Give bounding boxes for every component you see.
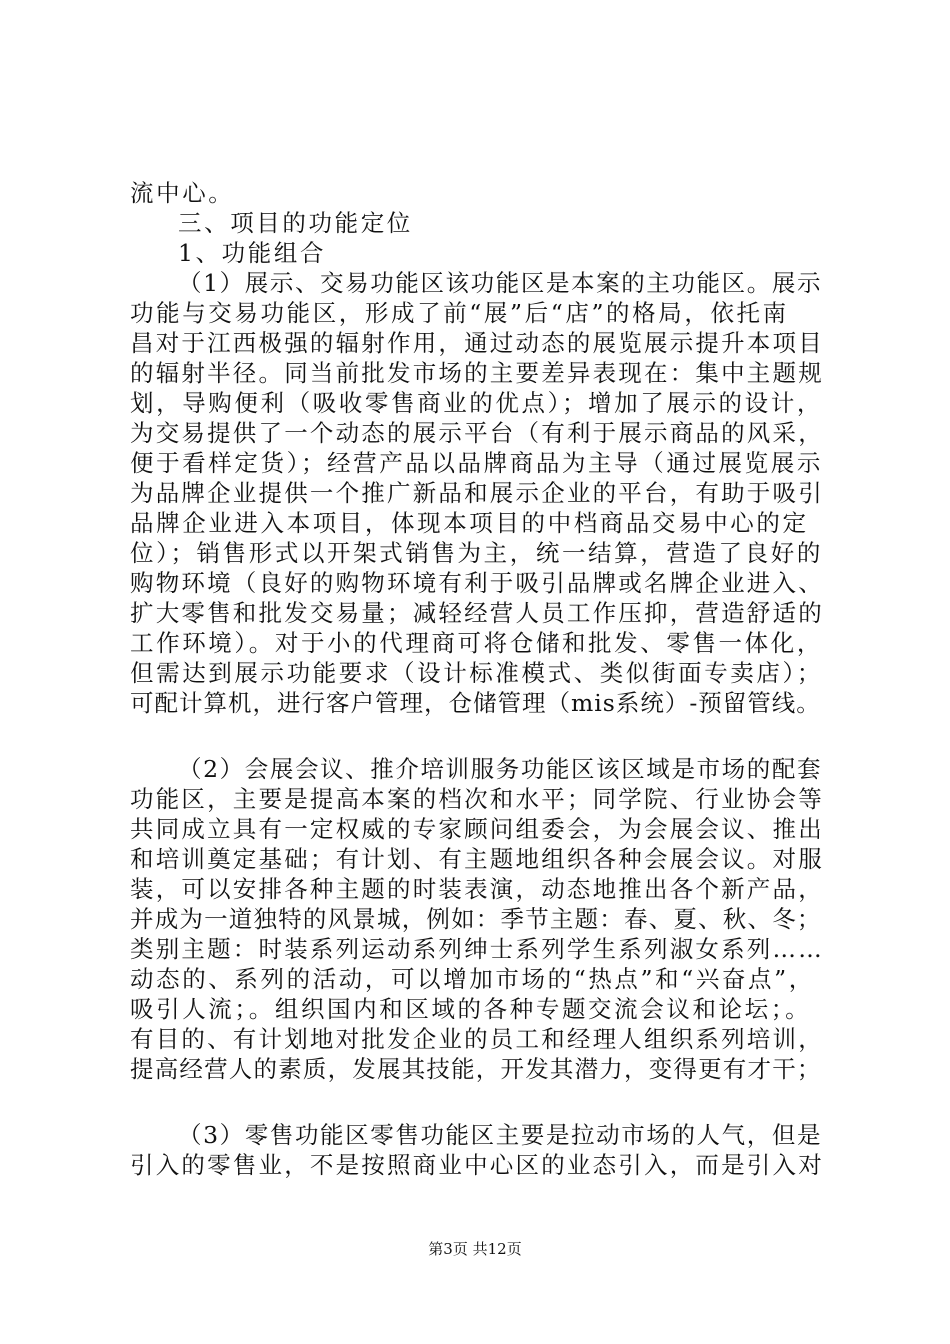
text-line: 装，可以安排各种主题的时装表演，动态地推出各个新产品， bbox=[130, 875, 824, 903]
text-line: 1、功能组合 bbox=[178, 239, 327, 267]
text-line: （1）展示、交易功能区该功能区是本案的主功能区。展示 bbox=[178, 269, 823, 297]
text-line: 吸引人流；。组织国内和区域的各种专题交流会议和论坛；。 bbox=[130, 995, 812, 1023]
text-line: 和培训奠定基础；有计划、有主题地组织各种会展会议。对服 bbox=[130, 845, 824, 873]
text-line: 扩大零售和批发交易量；减轻经营人员工作压抑，营造舒适的 bbox=[130, 599, 824, 627]
text-line: 功能区，主要是提高本案的档次和水平；同学院、行业协会等 bbox=[130, 785, 824, 813]
text-line: （2）会展会议、推介培训服务功能区该区域是市场的配套 bbox=[178, 755, 823, 783]
text-line: 功能与交易功能区，形成了前“展”后“店”的格局，依托南 bbox=[130, 299, 789, 327]
text-line: 并成为一道独特的风景城，例如：季节主题：春、夏、秋、冬； bbox=[130, 905, 822, 933]
text-line: 为品牌企业提供一个推广新品和展示企业的平台，有助于吸引 bbox=[130, 479, 824, 507]
text-line: 便于看样定货）；经营产品以品牌商品为主导（通过展览展示 bbox=[130, 449, 823, 477]
text-line: 引入的零售业，不是按照商业中心区的业态引入，而是引入对 bbox=[130, 1151, 824, 1179]
text-line: 工作环境）。对于小的代理商可将仓储和批发、零售一体化， bbox=[130, 629, 823, 657]
text-line: 位）；销售形式以开架式销售为主，统一结算，营造了良好的 bbox=[130, 539, 823, 567]
text-line: 流中心。 bbox=[130, 179, 235, 207]
page-footer: 第3页 共12页 bbox=[428, 1240, 522, 1258]
text-line: 的辐射半径。同当前批发市场的主要差异表现在：集中主题规 bbox=[130, 359, 824, 387]
text-line: 划，导购便利（吸收零售商业的优点）；增加了展示的设计， bbox=[130, 389, 823, 417]
text-line: 有目的、有计划地对批发企业的员工和经理人组织系列培训， bbox=[130, 1025, 824, 1053]
text-line: 可配计算机，进行客户管理，仓储管理（mis系统）-预留管线。 bbox=[130, 689, 821, 717]
text-line: 共同成立具有一定权威的专家顾问组委会，为会展会议、推出 bbox=[130, 815, 824, 843]
text-line: 三、项目的功能定位 bbox=[178, 209, 413, 237]
text-line: 品牌企业进入本项目，体现本项目的中档商品交易中心的定 bbox=[130, 509, 809, 537]
text-line: 提高经营人的素质，发展其技能，开发其潜力，变得更有才干； bbox=[130, 1055, 822, 1083]
text-line: 昌对于江西极强的辐射作用，通过动态的展览展示提升本项目 bbox=[130, 329, 824, 357]
text-line: 但需达到展示功能要求（设计标准模式、类似街面专卖店）； bbox=[130, 659, 823, 687]
text-line: 为交易提供了一个动态的展示平台（有利于展示商品的风采， bbox=[130, 419, 824, 447]
text-line: 动态的、系列的活动，可以增加市场的“热点”和“兴奋点”， bbox=[130, 965, 815, 993]
text-line: （3）零售功能区零售功能区主要是拉动市场的人气，但是 bbox=[178, 1121, 823, 1149]
text-line: 类别主题：时装系列运动系列绅士系列学生系列淑女系列…… bbox=[130, 935, 824, 963]
text-line: 购物环境（良好的购物环境有利于吸引品牌或名牌企业进入、 bbox=[130, 569, 824, 597]
